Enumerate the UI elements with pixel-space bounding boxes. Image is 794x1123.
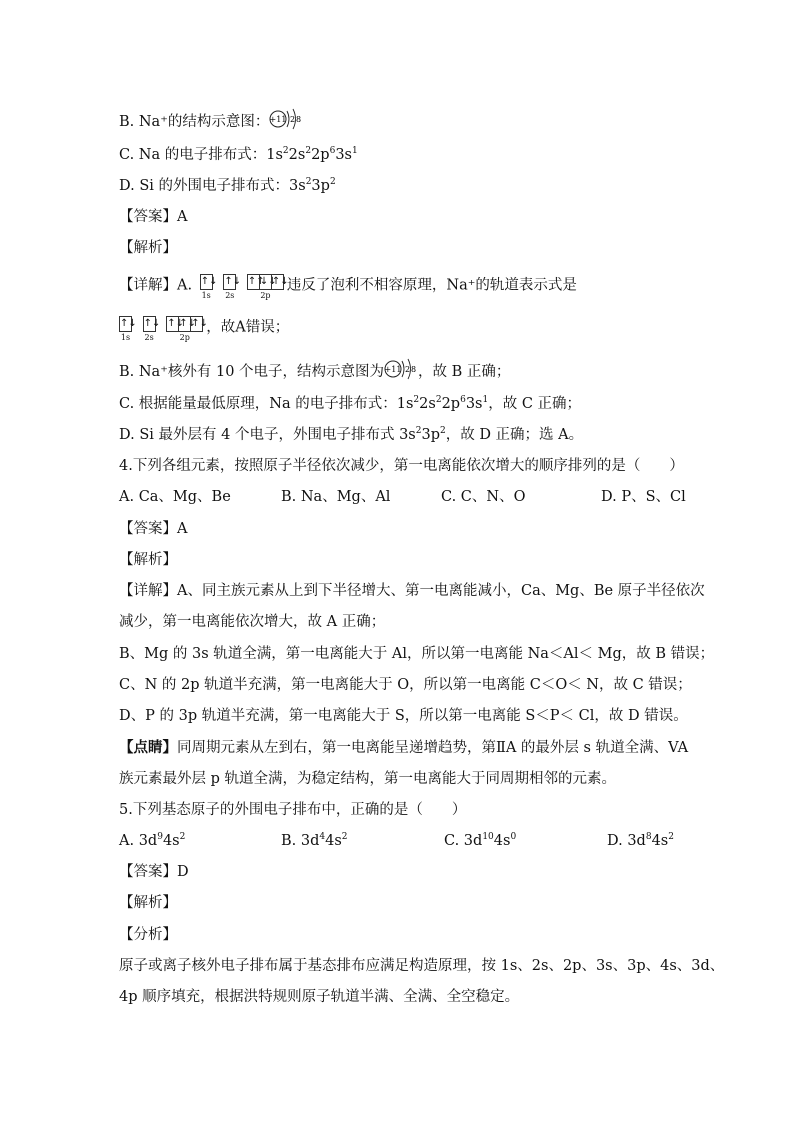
q4-detail-c: C、N 的 2p 轨道半充满，第一电离能大于 O，所以第一电离能 C＜O＜ N，故 C 错误； [119,677,692,693]
q4-detail-1: 【详解】A、同主族元素从上到下半径增大、第一电离能减小，Ca、Mg、Be 原子半径依次 [119,583,705,599]
svg-text:2: 2 [405,365,411,374]
detail-b-line: B. Na⁺核外有 10 个电子，结构示意图为 +11 2 8 ，故 B 正确； [119,358,684,386]
question-5-options [119,831,684,851]
fenxi-label: 【分析】 [119,927,177,943]
q5-option-c: C. $3d^{10}4s^0$ [444,832,517,849]
q5-option-d: D. $3d^84s^2$ [607,832,674,849]
point-line-1: 【点睛】同周期元素从左到右，第一电离能呈递增趋势，第ⅡA 的最外层 s 轨道全满、VA [119,739,689,756]
question-4: 4.下列各组元素，按照原子半径依次减少，第一电离能依次增大的顺序排列的是（ ） [119,458,684,474]
analysis-2: 【解析】 [119,552,177,568]
q4-option-c: C. C、N、O [441,489,526,505]
orbital-1s-right: ↑↓ 1s [120,318,137,342]
q4-option-a: A. Ca、Mg、Be [119,489,231,505]
q5-option-b: B. $3d^44s^2$ [281,832,348,849]
na-ion-structure-diagram-2 [384,358,418,386]
question-5: 5.下列基态原子的外围电子排布中，正确的是（ ） [119,802,467,818]
detail-d-line: D. Si 最外层有 4 个电子，外围电子排布式 $3s^23p^2$，故 D 正确；选 A。 [119,426,584,443]
orbital-2p-wrong: ↑↑ ↓↓ ↑↓ 2p [247,276,289,300]
orbital-2s-right: ↑↓ 2s [143,318,161,342]
detail-c-line: C. 根据能量最低原理，Na 的电子排布式：$1s^22s^22p^63s^1$，故 C 正确； [119,395,582,412]
point-line-2: 族元素最外层 p 轨道全满，为稳定结构，第一电离能大于同周期相邻的元素。 [119,771,616,787]
q4-detail-b: B、Mg 的 3s 轨道全满，第一电离能大于 Al，所以第一电离能 Na＜Al＜ Mg，故 B 错误； [119,646,715,662]
svg-text:8: 8 [296,115,302,124]
option-c-line: C. Na 的电子排布式：$1s^22s^22p^63s^1$ [119,146,358,163]
na-config: $1s^22s^22p^63s^1$ [266,146,358,163]
orbital-2s-wrong: ↑↓ 2s [224,276,242,300]
fenxi-line-2: 4p 顺序填充，根据洪特规则原子轨道半满、全满、全空稳定。 [119,989,520,1005]
detail-a-line: 【详解】A. ↑↓ 1s ↑↓ 2s ↑↑ ↓↓ ↑↓ 2p 违反了泡利不相容原理，Na⁺的轨道表示式是 [119,270,684,300]
svg-text:+11: +11 [384,365,402,374]
answer-2: 【答案】A [119,521,188,537]
q4-option-d: D. P、S、Cl [601,489,686,505]
q5-option-a: A. $3d^94s^2$ [119,832,186,849]
orbital-1s-wrong: ↑↓ 1s [200,276,218,300]
answer-3: 【答案】D [119,864,189,880]
svg-text:2: 2 [290,115,296,124]
q4-detail-2: 减少，第一电离能依次增大，故 A 正确； [119,614,386,630]
svg-text:8: 8 [411,365,417,374]
svg-text:+11: +11 [269,115,287,124]
orbital-2p-right: ↑↓ ↑↓ ↑↓ 2p [167,318,208,342]
question-4-options [119,487,684,507]
si-config: $3s^23p^2$ [289,177,336,194]
option-b-line: B. Na⁺的结构示意图： +11 2 8 [119,108,684,136]
answer-1: 【答案】A [119,209,188,225]
analysis-3: 【解析】 [119,895,177,911]
option-d-line: D. Si 的外围电子排布式：$3s^23p^2$ [119,177,336,194]
na-ion-structure-diagram [269,108,303,136]
q4-detail-d: D、P 的 3p 轨道半充满，第一电离能大于 S，所以第一电离能 S＜P＜ Cl，故 D 错误。 [119,708,688,724]
fenxi-line-1: 原子或离子核外电子排布属于基态排布应满足构造原理，按 1s、2s、2p、3s、3p、4s、3d、 [119,958,725,974]
q4-option-b: B. Na、Mg、Al [281,489,391,505]
correct-orbital-line: ↑↓ 1s ↑↓ 2s ↑↓ ↑↓ ↑↓ 2p ，故A错误； [119,312,684,342]
analysis-1: 【解析】 [119,240,177,256]
